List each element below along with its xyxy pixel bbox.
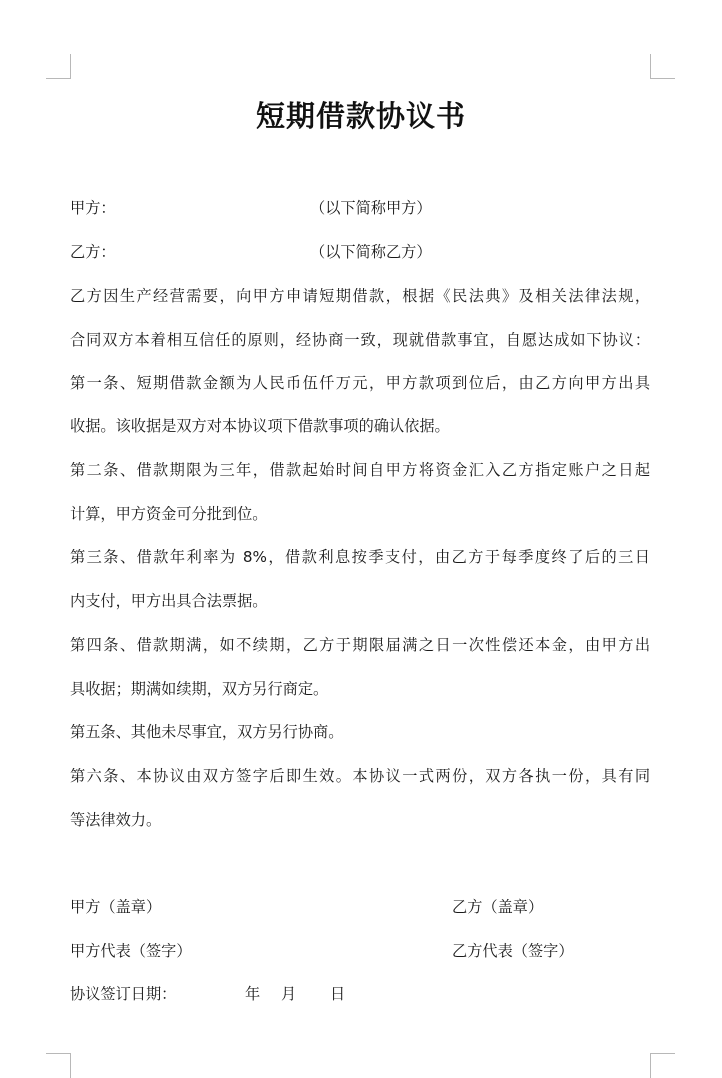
- crop-mark-top-right: [650, 54, 675, 79]
- party-a-label: 甲方：: [70, 199, 116, 217]
- party-b-label: 乙方：: [70, 243, 116, 261]
- party-a-seal: 甲方（盖章）: [70, 898, 162, 916]
- date-day: 日: [330, 985, 346, 1003]
- clause-1-line-2: 收据。该收据是双方对本协议项下借款事项的确认依据。: [70, 417, 450, 435]
- clause-4-line-2: 具收据；期满如续期，双方另行商定。: [70, 680, 329, 698]
- crop-mark-bottom-left: [46, 1053, 71, 1078]
- clause-6-line-1: 第六条、本协议由双方签字后即生效。本协议一式两份，双方各执一份，具有同: [70, 767, 650, 785]
- signing-date-label: 协议签订日期：: [70, 985, 177, 1003]
- party-b-representative: 乙方代表（签字）: [452, 942, 574, 960]
- clause-1-line-1: 第一条、短期借款金额为人民币伍仟万元，甲方款项到位后，由乙方向甲方出具: [70, 374, 650, 392]
- crop-mark-bottom-right: [650, 1053, 675, 1078]
- crop-mark-top-left: [46, 54, 71, 79]
- date-month: 月: [281, 985, 297, 1003]
- clause-4-line-1: 第四条、借款期满，如不续期，乙方于期限届满之日一次性偿还本金，由甲方出: [70, 636, 650, 654]
- clause-2-line-1: 第二条、借款期限为三年，借款起始时间自甲方将资金汇入乙方指定账户之日起: [70, 461, 650, 479]
- party-b-seal: 乙方（盖章）: [452, 898, 544, 916]
- clause-3-line-1: 第三条、借款年利率为 8%，借款利息按季支付，由乙方于每季度终了后的三日: [70, 548, 650, 566]
- document-title: 短期借款协议书: [255, 99, 466, 133]
- clause-3-line-2: 内支付，甲方出具合法票据。: [70, 592, 268, 610]
- preamble-line-1: 乙方因生产经营需要，向甲方申请短期借款，根据《民法典》及相关法律法规，: [70, 287, 650, 305]
- clause-2-line-2: 计算，甲方资金可分批到位。: [70, 505, 268, 523]
- party-a-note: （以下简称甲方）: [310, 199, 432, 217]
- clause-6-line-2: 等法律效力。: [70, 811, 162, 829]
- preamble-line-2: 合同双方本着相互信任的原则，经协商一致，现就借款事宜，自愿达成如下协议：: [70, 331, 650, 349]
- clause-5-line-1: 第五条、其他未尽事宜，双方另行协商。: [70, 723, 344, 741]
- date-year: 年: [245, 985, 261, 1003]
- party-b-note: （以下简称乙方）: [310, 243, 432, 261]
- party-a-representative: 甲方代表（签字）: [70, 942, 192, 960]
